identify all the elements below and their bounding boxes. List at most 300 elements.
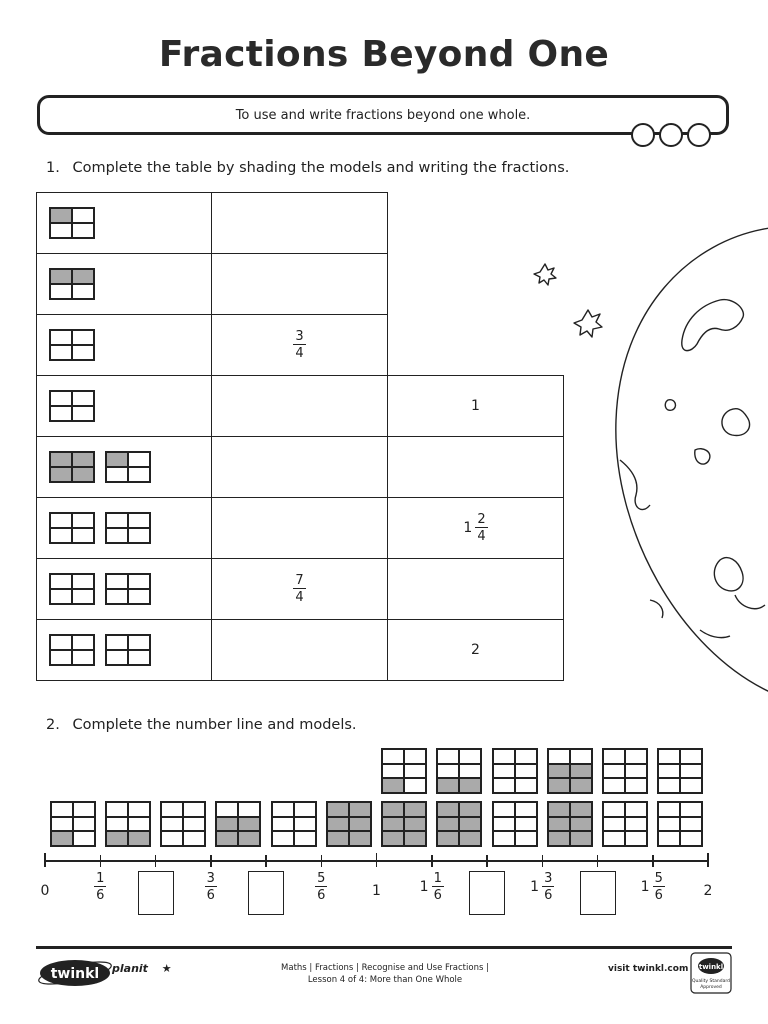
numerator: 1 <box>433 871 442 886</box>
star-icon <box>574 310 602 337</box>
unshaded-part[interactable] <box>680 817 702 832</box>
shaded-part[interactable] <box>570 817 592 832</box>
fraction-model[interactable] <box>49 329 95 361</box>
fraction-model[interactable] <box>215 801 261 847</box>
unshaded-part[interactable] <box>72 589 94 604</box>
unshaded-part[interactable] <box>128 513 150 528</box>
shaded-part[interactable] <box>404 817 426 832</box>
unshaded-part[interactable] <box>658 749 680 764</box>
table-row <box>37 559 564 620</box>
whole-number: 1 <box>530 879 540 895</box>
shaded-part[interactable] <box>459 831 481 846</box>
shaded-part[interactable] <box>128 831 150 846</box>
shaded-part[interactable] <box>437 817 459 832</box>
table-row <box>37 193 564 254</box>
unshaded-part[interactable] <box>128 452 150 467</box>
unshaded-part[interactable] <box>72 391 94 406</box>
number-line-label <box>633 872 673 902</box>
star-icon: ★ <box>161 962 172 975</box>
denominator: 6 <box>317 888 326 903</box>
fraction-model[interactable] <box>49 390 95 422</box>
shaded-part[interactable] <box>382 802 404 817</box>
unshaded-part[interactable] <box>50 589 72 604</box>
unshaded-part[interactable] <box>72 650 94 665</box>
unshaded-part[interactable] <box>128 528 150 543</box>
shaded-part[interactable] <box>548 764 570 779</box>
unshaded-part[interactable] <box>128 802 150 817</box>
denominator: 6 <box>96 888 105 903</box>
shaded-part[interactable] <box>106 452 128 467</box>
fraction-model[interactable] <box>602 801 648 847</box>
unshaded-part[interactable] <box>493 749 515 764</box>
unshaded-part[interactable] <box>404 749 426 764</box>
fraction-model[interactable] <box>492 801 538 847</box>
unshaded-part[interactable] <box>603 778 625 793</box>
unshaded-part[interactable] <box>50 391 72 406</box>
footer-line-2: Lesson 4 of 4: More than One Whole <box>307 975 463 985</box>
unshaded-part[interactable] <box>128 574 150 589</box>
unshaded-part[interactable] <box>50 284 72 299</box>
unshaded-part[interactable] <box>73 831 95 846</box>
unshaded-part[interactable] <box>570 749 592 764</box>
question-2 <box>46 717 357 733</box>
unshaded-part[interactable] <box>603 831 625 846</box>
fraction-model[interactable] <box>657 748 703 794</box>
fraction-model[interactable] <box>436 748 482 794</box>
shaded-part[interactable] <box>72 452 94 467</box>
number-line-label <box>412 872 452 902</box>
moon-illustration <box>520 200 768 700</box>
fraction <box>542 872 554 902</box>
shaded-part[interactable] <box>216 831 238 846</box>
fraction-model[interactable] <box>49 512 95 544</box>
visit-link[interactable]: visit twinkl.com <box>608 964 689 974</box>
shaded-part[interactable] <box>238 831 260 846</box>
unshaded-part[interactable] <box>50 345 72 360</box>
shaded-part[interactable] <box>404 831 426 846</box>
unshaded-part[interactable] <box>272 831 294 846</box>
unshaded-part[interactable] <box>382 749 404 764</box>
unshaded-part[interactable] <box>50 650 72 665</box>
shaded-part[interactable] <box>72 269 94 284</box>
fraction <box>475 513 487 543</box>
fraction-model[interactable] <box>49 573 95 605</box>
mixed-number <box>471 642 480 658</box>
fraction-model[interactable] <box>547 748 593 794</box>
unshaded-part[interactable] <box>128 817 150 832</box>
unshaded-part[interactable] <box>625 817 647 832</box>
fraction <box>293 574 305 604</box>
unshaded-part[interactable] <box>50 330 72 345</box>
fraction <box>432 872 444 902</box>
number-line-tick <box>155 855 157 867</box>
fraction <box>315 872 327 902</box>
number-line-label <box>80 872 120 902</box>
fraction <box>94 872 106 902</box>
model-cell <box>37 376 212 437</box>
denominator: 6 <box>544 888 553 903</box>
question-2-number: 2. <box>46 717 60 733</box>
unshaded-part[interactable] <box>51 817 73 832</box>
shaded-part[interactable] <box>437 802 459 817</box>
decorative-ring <box>687 123 711 147</box>
unshaded-part[interactable] <box>515 778 537 793</box>
unshaded-part[interactable] <box>625 778 647 793</box>
fraction-model[interactable] <box>492 748 538 794</box>
fraction-model[interactable] <box>326 801 372 847</box>
unshaded-part[interactable] <box>603 802 625 817</box>
unshaded-part[interactable] <box>183 802 205 817</box>
fraction-model[interactable] <box>436 801 482 847</box>
unshaded-part[interactable] <box>658 817 680 832</box>
unshaded-part[interactable] <box>50 574 72 589</box>
shaded-part[interactable] <box>459 817 481 832</box>
answer-box[interactable] <box>138 871 174 915</box>
shaded-part[interactable] <box>437 831 459 846</box>
footer-divider <box>36 946 732 949</box>
unshaded-part[interactable] <box>72 345 94 360</box>
unshaded-part[interactable] <box>515 817 537 832</box>
unshaded-part[interactable] <box>238 802 260 817</box>
numerator: 7 <box>295 573 304 588</box>
fraction <box>653 872 665 902</box>
number-line-tick <box>652 855 654 867</box>
shaded-part[interactable] <box>382 778 404 793</box>
unshaded-part[interactable] <box>680 831 702 846</box>
unshaded-part[interactable] <box>216 802 238 817</box>
whole-number: 1 <box>463 520 473 536</box>
shaded-part[interactable] <box>349 831 371 846</box>
unshaded-part[interactable] <box>128 650 150 665</box>
question-2-text: Complete the number line and models. <box>72 717 357 733</box>
twinkl-logo-icon <box>38 956 112 990</box>
unshaded-part[interactable] <box>294 802 316 817</box>
shaded-part[interactable] <box>570 778 592 793</box>
unshaded-part[interactable] <box>680 764 702 779</box>
unshaded-part[interactable] <box>106 467 128 482</box>
answer-box[interactable] <box>469 871 505 915</box>
fraction-model[interactable] <box>49 268 95 300</box>
table-row <box>37 437 564 498</box>
shaded-part[interactable] <box>50 208 72 223</box>
unshaded-part[interactable] <box>51 802 73 817</box>
mixed-number <box>530 872 554 902</box>
question-1-number: 1. <box>46 160 60 176</box>
learning-objective-text: To use and write fractions beyond one whole. <box>235 108 531 123</box>
shaded-part[interactable] <box>72 467 94 482</box>
unshaded-part[interactable] <box>680 749 702 764</box>
unshaded-part[interactable] <box>106 635 128 650</box>
unshaded-part[interactable] <box>72 284 94 299</box>
improper-fraction-cell[interactable] <box>212 620 388 681</box>
unshaded-part[interactable] <box>493 802 515 817</box>
unshaded-part[interactable] <box>183 831 205 846</box>
improper-fraction-cell[interactable] <box>212 498 388 559</box>
fraction-model[interactable] <box>271 801 317 847</box>
unshaded-part[interactable] <box>680 802 702 817</box>
star-icon <box>534 264 556 285</box>
fraction <box>205 872 217 902</box>
whole-number: 1 <box>471 398 480 414</box>
shaded-part[interactable] <box>548 778 570 793</box>
unshaded-part[interactable] <box>515 764 537 779</box>
shaded-part[interactable] <box>50 467 72 482</box>
unshaded-part[interactable] <box>272 802 294 817</box>
table-row <box>37 620 564 681</box>
number-line-tick <box>265 855 267 867</box>
unshaded-part[interactable] <box>658 778 680 793</box>
whole-number: 1 <box>640 879 650 895</box>
unshaded-part[interactable] <box>625 831 647 846</box>
shaded-part[interactable] <box>570 831 592 846</box>
number-line-label: 0 <box>40 883 50 899</box>
fraction-model[interactable] <box>381 748 427 794</box>
number-line-tick <box>210 855 212 867</box>
table-row <box>37 254 564 315</box>
badge-text-3: Approved <box>700 985 722 990</box>
unshaded-part[interactable] <box>625 764 647 779</box>
unshaded-part[interactable] <box>72 635 94 650</box>
unshaded-part[interactable] <box>294 817 316 832</box>
denominator: 6 <box>206 888 215 903</box>
footer-line-1: Maths | Fractions | Recognise and Use Fractions | <box>281 963 489 973</box>
planit-text: planit <box>112 962 148 975</box>
unshaded-part[interactable] <box>106 817 128 832</box>
numerator: 2 <box>477 512 486 527</box>
fraction-model[interactable] <box>105 573 151 605</box>
model-cell <box>37 559 212 620</box>
decorative-ring <box>659 123 683 147</box>
improper-fraction-cell[interactable] <box>212 315 388 376</box>
unshaded-part[interactable] <box>128 589 150 604</box>
unshaded-part[interactable] <box>459 764 481 779</box>
shaded-part[interactable] <box>548 802 570 817</box>
shaded-part[interactable] <box>382 817 404 832</box>
numerator: 5 <box>654 871 663 886</box>
shaded-part[interactable] <box>349 817 371 832</box>
denominator: 4 <box>295 346 304 361</box>
number-line-tick <box>321 855 323 867</box>
unshaded-part[interactable] <box>493 817 515 832</box>
shaded-part[interactable] <box>570 802 592 817</box>
unshaded-part[interactable] <box>50 223 72 238</box>
model-cell <box>37 193 212 254</box>
number-line-label <box>191 872 231 902</box>
whole-number: 2 <box>471 642 480 658</box>
unshaded-part[interactable] <box>515 749 537 764</box>
answer-box[interactable] <box>248 871 284 915</box>
unshaded-part[interactable] <box>50 635 72 650</box>
shaded-part[interactable] <box>51 831 73 846</box>
improper-fraction-cell[interactable] <box>212 559 388 620</box>
fraction-model[interactable] <box>49 451 95 483</box>
improper-fraction-cell[interactable] <box>212 254 388 315</box>
unshaded-part[interactable] <box>72 513 94 528</box>
number-line-tick <box>376 853 378 867</box>
unshaded-part[interactable] <box>50 528 72 543</box>
unshaded-part[interactable] <box>161 831 183 846</box>
unshaded-part[interactable] <box>680 778 702 793</box>
unshaded-part[interactable] <box>272 817 294 832</box>
shaded-part[interactable] <box>548 817 570 832</box>
number-line-label <box>522 872 562 902</box>
shaded-part[interactable] <box>459 802 481 817</box>
shaded-part[interactable] <box>404 802 426 817</box>
unshaded-part[interactable] <box>72 406 94 421</box>
page-title: Fractions Beyond One <box>158 34 610 75</box>
numerator: 3 <box>206 871 215 886</box>
improper-fraction-cell[interactable] <box>212 437 388 498</box>
fraction-model[interactable] <box>160 801 206 847</box>
number-line-tick <box>44 853 46 867</box>
fraction-model[interactable] <box>49 207 95 239</box>
shaded-part[interactable] <box>106 831 128 846</box>
unshaded-part[interactable] <box>161 817 183 832</box>
unshaded-part[interactable] <box>72 330 94 345</box>
question-1-text: Complete the table by shading the models and writing the fractions. <box>72 160 570 176</box>
unshaded-part[interactable] <box>603 749 625 764</box>
fraction-model[interactable] <box>49 634 95 666</box>
fraction-model[interactable] <box>105 512 151 544</box>
number-line-label: 1 <box>372 883 381 899</box>
planit-brand <box>112 962 172 975</box>
table-row <box>37 315 564 376</box>
learning-objective-box <box>37 95 729 135</box>
shaded-part[interactable] <box>349 802 371 817</box>
unshaded-part[interactable] <box>625 749 647 764</box>
fraction-model[interactable] <box>602 748 648 794</box>
unshaded-part[interactable] <box>294 831 316 846</box>
whole-number: 1 <box>419 879 429 895</box>
unshaded-part[interactable] <box>493 764 515 779</box>
fraction-table <box>36 192 564 681</box>
unshaded-part[interactable] <box>548 749 570 764</box>
shaded-part[interactable] <box>50 269 72 284</box>
mixed-number <box>641 872 665 902</box>
unshaded-part[interactable] <box>72 223 94 238</box>
unshaded-part[interactable] <box>106 589 128 604</box>
table-row <box>37 376 564 437</box>
fraction-model[interactable] <box>381 801 427 847</box>
numerator: 1 <box>96 871 105 886</box>
unshaded-part[interactable] <box>106 513 128 528</box>
model-cell <box>37 315 212 376</box>
unshaded-part[interactable] <box>437 764 459 779</box>
answer-box[interactable] <box>580 871 616 915</box>
number-line-label: 2 <box>703 883 713 899</box>
fraction-model[interactable] <box>105 451 151 483</box>
unshaded-part[interactable] <box>515 802 537 817</box>
shaded-part[interactable] <box>570 764 592 779</box>
unshaded-part[interactable] <box>73 817 95 832</box>
fraction-model[interactable] <box>105 801 151 847</box>
unshaded-part[interactable] <box>658 802 680 817</box>
unshaded-part[interactable] <box>106 802 128 817</box>
fraction-model[interactable] <box>50 801 96 847</box>
question-1 <box>46 160 569 176</box>
numerator: 3 <box>544 871 553 886</box>
quality-badge-icon <box>690 952 732 994</box>
unshaded-part[interactable] <box>73 802 95 817</box>
unshaded-part[interactable] <box>50 406 72 421</box>
unshaded-part[interactable] <box>183 817 205 832</box>
shaded-part[interactable] <box>216 817 238 832</box>
logo-text: twinkl <box>50 966 100 982</box>
number-line-tick <box>542 855 544 867</box>
number-line-tick <box>100 855 102 867</box>
unshaded-part[interactable] <box>658 831 680 846</box>
number-line-label <box>301 872 341 902</box>
unshaded-part[interactable] <box>128 635 150 650</box>
shaded-part[interactable] <box>548 831 570 846</box>
denominator: 6 <box>433 888 442 903</box>
unshaded-part[interactable] <box>72 574 94 589</box>
model-cell <box>37 437 212 498</box>
unshaded-part[interactable] <box>106 650 128 665</box>
mixed-number <box>420 872 444 902</box>
shaded-part[interactable] <box>50 452 72 467</box>
table-row <box>37 498 564 559</box>
model-cell <box>37 254 212 315</box>
unshaded-part[interactable] <box>128 467 150 482</box>
shaded-part[interactable] <box>437 778 459 793</box>
unshaded-part[interactable] <box>161 802 183 817</box>
unshaded-part[interactable] <box>382 764 404 779</box>
improper-fraction-cell[interactable] <box>212 193 388 254</box>
shaded-part[interactable] <box>327 831 349 846</box>
denominator: 6 <box>654 888 663 903</box>
number-line-tick <box>597 855 599 867</box>
unshaded-part[interactable] <box>515 831 537 846</box>
unshaded-part[interactable] <box>106 528 128 543</box>
badge-text-2: Quality Standard <box>692 979 730 984</box>
improper-fraction-cell[interactable] <box>212 376 388 437</box>
unshaded-part[interactable] <box>404 764 426 779</box>
unshaded-part[interactable] <box>106 574 128 589</box>
unshaded-part[interactable] <box>493 831 515 846</box>
unshaded-part[interactable] <box>72 528 94 543</box>
number-line-tick <box>707 853 709 867</box>
fraction-model[interactable] <box>657 801 703 847</box>
denominator: 4 <box>477 529 486 544</box>
unshaded-part[interactable] <box>625 802 647 817</box>
fraction <box>293 330 305 360</box>
denominator: 4 <box>295 590 304 605</box>
number-line-tick <box>431 855 433 867</box>
shaded-part[interactable] <box>382 831 404 846</box>
unshaded-part[interactable] <box>459 749 481 764</box>
unshaded-part[interactable] <box>437 749 459 764</box>
fraction-model[interactable] <box>105 634 151 666</box>
numerator: 3 <box>295 329 304 344</box>
fraction-model[interactable] <box>547 801 593 847</box>
model-cell <box>37 620 212 681</box>
unshaded-part[interactable] <box>404 778 426 793</box>
shaded-part[interactable] <box>327 802 349 817</box>
model-cell <box>37 498 212 559</box>
unshaded-part[interactable] <box>72 208 94 223</box>
unshaded-part[interactable] <box>603 764 625 779</box>
shaded-part[interactable] <box>327 817 349 832</box>
shaded-part[interactable] <box>238 817 260 832</box>
unshaded-part[interactable] <box>603 817 625 832</box>
unshaded-part[interactable] <box>50 513 72 528</box>
unshaded-part[interactable] <box>658 764 680 779</box>
unshaded-part[interactable] <box>493 778 515 793</box>
shaded-part[interactable] <box>459 778 481 793</box>
mixed-number <box>471 398 480 414</box>
numerator: 5 <box>317 871 326 886</box>
